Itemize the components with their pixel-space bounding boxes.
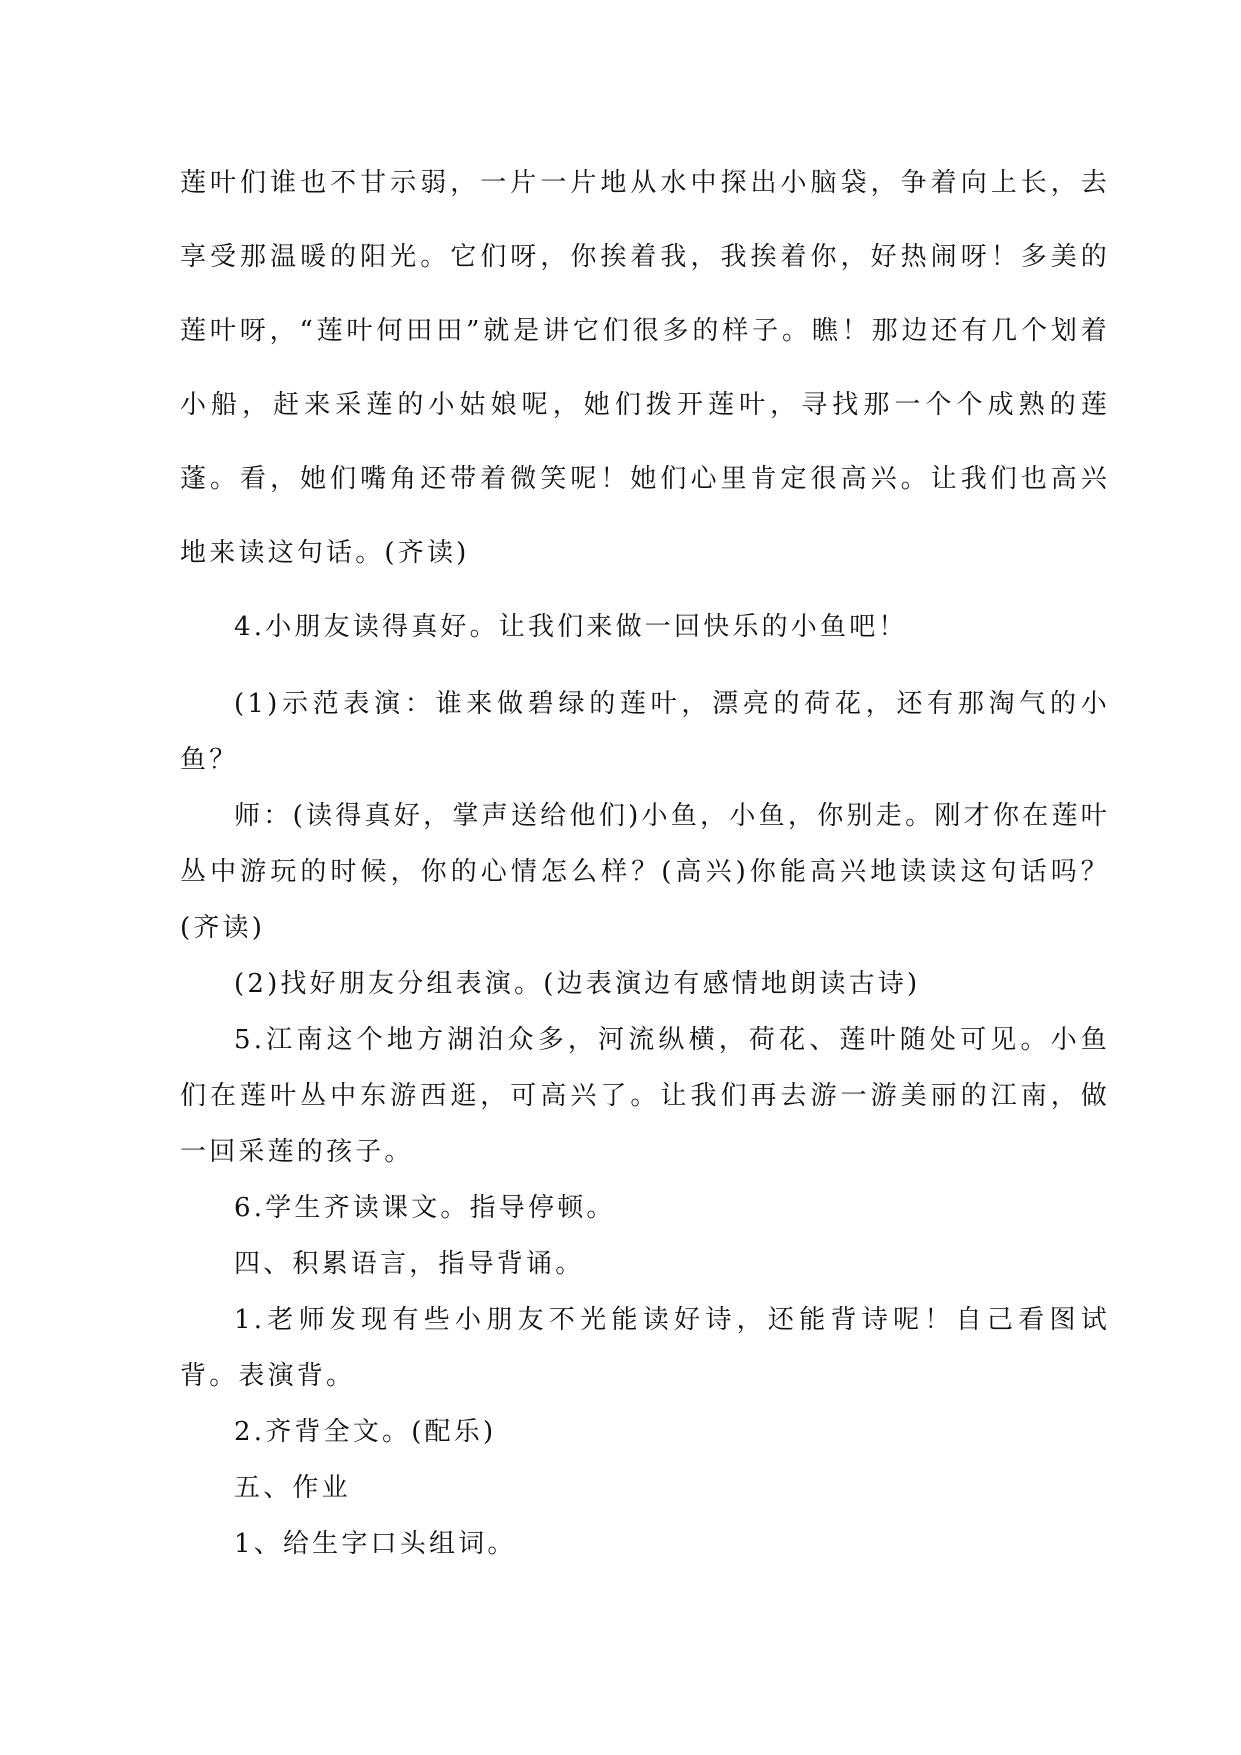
paragraph-homework-1: 1、给生字口头组词。 [234, 1529, 517, 1559]
paragraph-step-5: 5.江南这个地方湖泊众多，河流纵横，荷花、莲叶随处可见。小鱼们在莲叶丛中东游西逛，可高兴了。让我们再去游一游美丽的江南，做一回采莲的孩子。 [180, 1025, 1110, 1167]
paragraph-recite-2: 2.齐背全文。(配乐) [234, 1417, 497, 1447]
paragraph-group-performance: (2)找好朋友分组表演。(边表演边有感情地朗读古诗) [234, 969, 921, 999]
section-heading-four: 四、积累语言，指导背诵。 [234, 1249, 585, 1279]
paragraph-lotus-leaves: 莲叶们谁也不甘示弱，一片一片地从水中探出小脑袋，争着向上长，去享受那温暖的阳光。它们呀，你挨着我，我挨着你，好热闹呀！多美的莲叶呀，“莲叶何田田”就是讲它们很多的样子。瞧！那边还有几个划着小船，赶来采莲的小姑娘呢，她们拨开莲叶，寻找那一个个成熟的莲蓬。看，她们嘴角还带着微笑呢！她们心里肯定很高兴。让我们也高兴地来读这句话。(齐读) [180, 168, 1110, 568]
paragraph-recite-1: 1.老师发现有些小朋友不光能读好诗，还能背诗呢！自己看图试背。表演背。 [180, 1305, 1110, 1391]
paragraph-teacher-dialogue: 师：(读得真好，掌声送给他们)小鱼，小鱼，你别走。刚才你在莲叶丛中游玩的时候，你的心情怎么样？(高兴)你能高兴地读读这句话吗？(齐读) [180, 801, 1110, 943]
paragraph-step-4: 4.小朋友读得真好。让我们来做一回快乐的小鱼吧！ [234, 612, 908, 642]
document-page [180, 160, 1110, 1572]
section-heading-five: 五、作业 [234, 1473, 351, 1503]
paragraph-demo-performance: (1)示范表演：谁来做碧绿的莲叶，漂亮的荷花，还有那淘气的小鱼？ [180, 689, 1110, 775]
paragraph-step-6: 6.学生齐读课文。指导停顿。 [234, 1193, 616, 1223]
